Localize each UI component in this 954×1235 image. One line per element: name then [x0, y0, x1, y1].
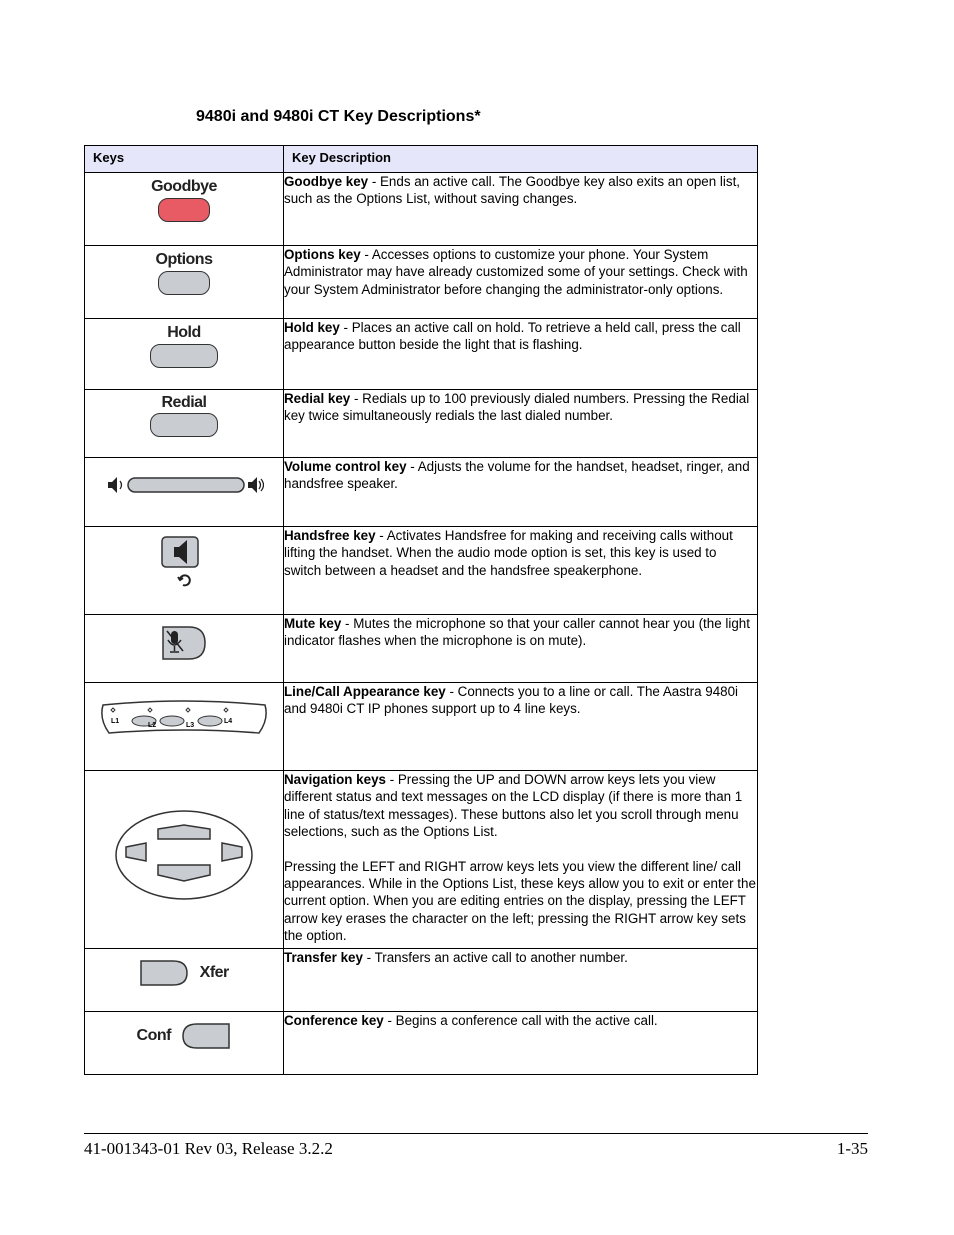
key-name: Transfer key [284, 950, 363, 965]
key-text: - Transfers an active call to another number. [362, 950, 628, 965]
key-text: - Places an active call on hold. To retrieve a held call, press the call appearance button beside the light that is flashing. [284, 320, 741, 353]
line-label: L4 [224, 718, 233, 725]
table-row [85, 458, 758, 527]
redial-key-description [284, 390, 758, 458]
table-row [85, 527, 758, 615]
line-keys-icon [99, 699, 269, 735]
transfer-key-graphic [85, 959, 283, 987]
key-text: - Ends an active call. The Goodbye key also exits an open list, such as the Options List, without saving changes. [284, 174, 741, 207]
table-row [85, 771, 758, 949]
goodbye-key-label: Goodbye [151, 178, 217, 195]
footer-rule [84, 1133, 868, 1134]
options-key-cell [85, 246, 284, 319]
key-text: - Accesses options to customize your phone. Your System Administrator may have already customized some of your settings. Check with your System Administrator before changing the administrator-only options. [284, 247, 748, 297]
line-key-description [284, 683, 758, 771]
paragraph: Pressing the LEFT and RIGHT arrow keys lets you view the different line/ call appearances. While in the Options List, these keys allow you to exit or enter the current option. When you are editing entries on the display, pressing the LEFT arrow key erases the character on the left; pressing the RIGHT arrow key sets the option. [284, 858, 756, 944]
transfer-key-icon [139, 959, 189, 987]
navigation-key-cell [85, 771, 284, 949]
redial-key-icon [150, 413, 218, 437]
key-name: Goodbye key [284, 174, 369, 189]
key-name: Conference key [284, 1013, 384, 1028]
conference-key-graphic [85, 1022, 283, 1050]
speaker-icon [154, 535, 214, 597]
table-row [85, 173, 758, 246]
transfer-key-description [284, 949, 758, 1012]
key-text: - Adjusts the volume for the handset, headset, ringer, and handsfree speaker. [284, 459, 750, 492]
mute-key-cell [85, 615, 284, 683]
key-text: - Connects you to a line or call. The Aastra 9480i and 9480i CT IP phones support up to 4 line keys. [284, 684, 739, 717]
line-label: L1 [111, 718, 120, 725]
key-text: - Activates Handsfree for making and receiving calls without lifting the handset. When the audio mode option is set, this key is used to switch between a headset and the handsfree speakerphone. [284, 528, 733, 578]
key-name: Redial key [284, 391, 351, 406]
mute-key-description [284, 615, 758, 683]
navigation-keys-description [284, 771, 758, 949]
line-label: L3 [186, 722, 195, 729]
table-row [85, 390, 758, 458]
table-row [85, 615, 758, 683]
key-name: Mute key [284, 616, 342, 631]
table-row [85, 246, 758, 319]
handsfree-key-description [284, 527, 758, 615]
conference-key-icon [181, 1022, 231, 1050]
key-name: Line/Call Appearance key [284, 684, 446, 699]
table-row [85, 683, 758, 771]
footer-page-number: 1-35 [836, 1139, 868, 1158]
goodbye-key-icon [158, 198, 210, 222]
hold-key-description [284, 319, 758, 390]
column-header-keys: Keys [85, 146, 284, 173]
key-text: - Begins a conference call with the active call. [383, 1013, 658, 1028]
hold-key-icon [150, 344, 218, 368]
line-keys-panel [99, 699, 269, 735]
key-name: Handsfree key [284, 528, 376, 543]
page-heading: 9480i and 9480i CT Key Descriptions* [196, 108, 481, 125]
options-key-label: Options [155, 251, 213, 268]
key-name: Navigation keys [284, 772, 386, 787]
paragraph [284, 771, 757, 841]
key-descriptions-table [84, 145, 758, 1075]
conference-key-label: Conf [136, 1027, 171, 1044]
goodbye-key-description [284, 173, 758, 246]
line-key-cell [85, 683, 284, 771]
footer-document-id: 41-001343-01 Rev 03, Release 3.2.2 [84, 1139, 333, 1158]
navigation-keys-icon [114, 809, 254, 901]
goodbye-key-cell [85, 173, 284, 246]
column-header-description: Key Description [284, 146, 758, 173]
redial-key-cell [85, 390, 284, 458]
table-row [85, 319, 758, 390]
volume-control-icon [104, 470, 264, 500]
conference-key-cell [85, 1012, 284, 1075]
options-key-icon [158, 271, 210, 295]
conference-key-description [284, 1012, 758, 1075]
volume-key-cell [85, 458, 284, 527]
line-label: L2 [148, 722, 157, 729]
redial-key-label: Redial [161, 394, 207, 411]
key-name: Volume control key [284, 459, 407, 474]
key-name: Hold key [284, 320, 340, 335]
key-name: Options key [284, 247, 361, 262]
transfer-key-label: Xfer [199, 964, 229, 981]
table-header-row [85, 146, 758, 173]
table-row [85, 949, 758, 1012]
options-key-description [284, 246, 758, 319]
volume-key-description [284, 458, 758, 527]
key-text: - Mutes the microphone so that your caller cannot hear you (the light indicator flashes when the microphone is on mute). [284, 616, 750, 649]
transfer-key-cell [85, 949, 284, 1012]
key-text: - Redials up to 100 previously dialed numbers. Pressing the Redial key twice simultaneously redials the last dialed number. [284, 391, 750, 424]
hold-key-cell [85, 319, 284, 390]
mute-microphone-icon [159, 625, 209, 661]
key-text: - Pressing the UP and DOWN arrow keys lets you view different status and text messages on the LCD display (if there is more than 1 line of status/text messages). These buttons also let you scroll through menu selections, such as the Options List. [284, 772, 743, 840]
table-row [85, 1012, 758, 1075]
hold-key-label: Hold [167, 324, 201, 341]
handsfree-key-cell [85, 527, 284, 615]
